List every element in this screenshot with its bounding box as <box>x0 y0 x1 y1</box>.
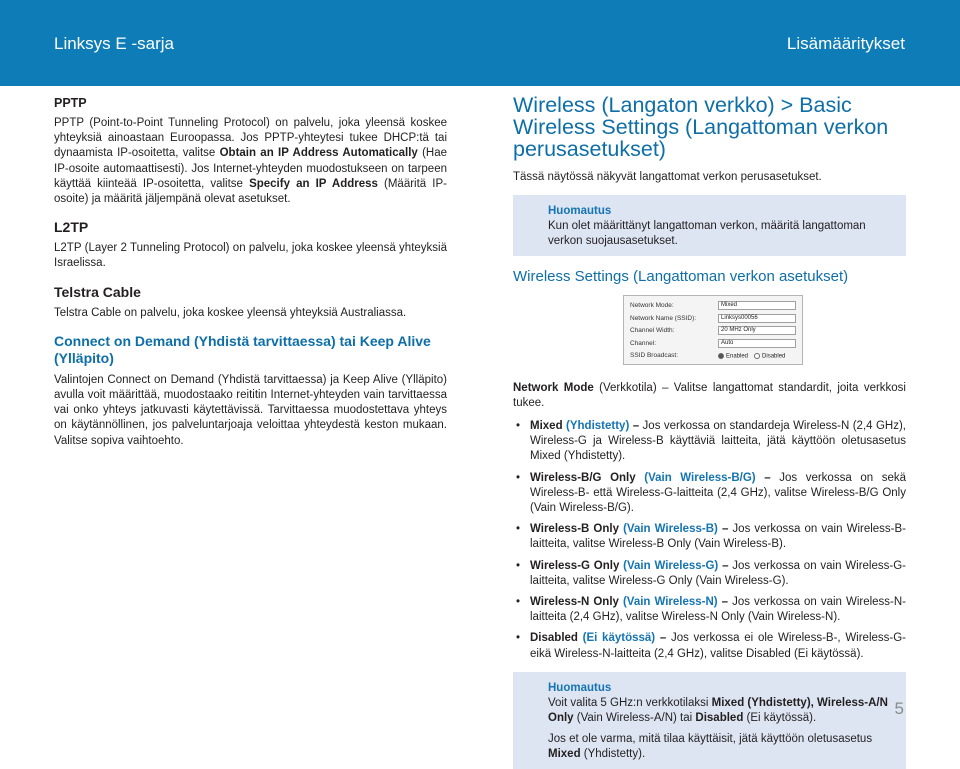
header-section: Lisämääritykset <box>786 34 905 53</box>
page-number: 5 <box>894 699 904 718</box>
list-item: • Wireless-N Only (Vain Wireless-N) – Jos verkossa on vain Wireless-N-laitteita (2,4 GHz), valitse Wireless-N Only (Vain Wireless-N). <box>513 595 906 625</box>
connect-heading: Connect on Demand (Yhdistä tarvittaessa) tai Keep Alive (Ylläpito) <box>54 332 431 366</box>
right-column <box>513 94 906 769</box>
list-item: • Disabled (Ei käytössä) – Jos verkossa ei ole Wireless-B-, Wireless-G- eikä Wireless-N-laitteita (2,4 GHz), valitse Disabled (Ei käytössä). <box>513 631 906 661</box>
network-mode-label: Network Mode: <box>630 302 674 310</box>
screenshot-row <box>630 325 796 338</box>
note-box-2 <box>513 672 906 769</box>
note-title: Huomautus <box>548 681 612 694</box>
wireless-section-title: Wireless (Langaton verkko) > Basic Wireless Settings (Langattoman verkon perusasetukset) <box>513 93 889 161</box>
screenshot-row <box>630 300 796 313</box>
note-box <box>513 195 906 255</box>
enabled-radio: Enabled <box>718 353 748 360</box>
pptp-heading: PPTP <box>54 96 87 110</box>
network-mode-select: Mixed <box>718 301 796 310</box>
list-item: • Mixed (Yhdistetty) – Jos verkossa on standardeja Wireless-N (2,4 GHz), Wireless-G ja Wireless-B käyttäviä laitteita, jätä käyttöön oletusasetus Mixed (Yhdistetty). <box>513 419 906 465</box>
network-mode-list <box>513 419 906 662</box>
page-header <box>0 0 960 86</box>
ssid-broadcast-label: SSID Broadcast: <box>630 352 679 360</box>
screenshot-row <box>630 350 796 363</box>
radio-dot-icon <box>754 353 760 359</box>
wireless-settings-subtitle: Wireless Settings (Langattoman verkon asetukset) <box>513 267 849 285</box>
ssid-label: Network Name (SSID): <box>630 314 697 322</box>
ssid-input: Linksys00056 <box>718 314 796 323</box>
note-text: Kun olet määrittänyt langattoman verkon, määritä langattoman verkon suojausasetukset. <box>548 220 866 248</box>
channel-width-label: Channel Width: <box>630 327 675 335</box>
wireless-intro: Tässä näytössä näkyvät langattomat verkon perusasetukset. <box>513 171 822 183</box>
network-mode-intro: Network Mode (Verkkotila) – Valitse langattomat standardit, joita verkkosi tukee. <box>513 381 906 409</box>
left-column <box>54 96 447 449</box>
screenshot-row <box>630 312 796 325</box>
channel-label: Channel: <box>630 339 657 347</box>
list-item: • Wireless-B Only (Vain Wireless-B) – Jos verkossa on vain Wireless-B-laitteita, valitse Wireless-B Only (Vain Wireless-B). <box>513 522 906 552</box>
channel-select: Auto <box>718 339 796 348</box>
l2tp-paragraph: L2TP (Layer 2 Tunneling Protocol) on palvelu, joka koskee yleensä yhteyksiä Israelissa. <box>54 242 447 270</box>
connect-paragraph: Valintojen Connect on Demand (Yhdistä tarvittaessa) ja Keep Alive (Ylläpito) avulla voit määrittää, muodostaako reititin Internet-yhteyden vain tarvittaessa vai onko yhteys jatkuvasti käytettävissä. Tarvittaessa muodostettava yhteys on käytännöllinen, jos palveluntarjoaja veloittaa yhteydestä keston mukaan. Valitse sopiva vaihtoehto. <box>54 373 447 447</box>
note-text: Jos et ole varma, mitä tilaa käyttäisit, jätä käyttöön oletusasetus Mixed (Yhdistetty). <box>548 733 873 761</box>
note-text: Voit valita 5 GHz:n verkkotilaksi Mixed (Yhdistetty), Wireless-A/N Only (Vain Wireless-A/N) tai Disabled (Ei käytössä). <box>548 696 888 725</box>
telstra-paragraph: Telstra Cable on palvelu, joka koskee yleensä yhteyksiä Australiassa. <box>54 306 407 319</box>
radio-dot-icon <box>718 353 724 359</box>
l2tp-heading: L2TP <box>54 219 89 236</box>
channel-width-select: 20 MHz Only <box>718 326 796 335</box>
telstra-heading: Telstra Cable <box>54 283 141 300</box>
disabled-radio: Disabled <box>754 353 785 360</box>
list-item: • Wireless-G Only (Vain Wireless-G) – Jos verkossa on vain Wireless-G-laitteita, valitse Wireless-G Only (Vain Wireless-G). <box>513 559 906 589</box>
screenshot-row <box>630 337 796 350</box>
header-brand: Linksys E -sarja <box>54 34 174 53</box>
wireless-settings-screenshot <box>623 295 803 365</box>
note-title: Huomautus <box>548 205 612 218</box>
list-item: • Wireless-B/G Only (Vain Wireless-B/G) – Jos verkossa on sekä Wireless-B- että Wireless-G-laitteita (2,4 GHz), valitse Wireless-B/G Only (Vain Wireless-B/G). <box>513 471 906 517</box>
ssid-broadcast-radios <box>718 353 785 360</box>
pptp-paragraph: PPTP (Point-to-Point Tunneling Protocol) on palvelu, joka yleensä koskee yhteyksiä ainoastaan Euroopassa. Jos PPTP-yhteytesi tukee DHCP:tä tai dynaamista IP-osoitetta, valitse Obtain an IP Address Automatically (Hae IP-osoite automaattisesti). Jos Internet-yhteyden muodostukseen on tarpeen käyttää kiinteää IP-osoitetta, valitse Specify an IP Address (Määritä IP-osoite) ja määritä jäljempänä olevat asetukset. <box>54 117 448 206</box>
